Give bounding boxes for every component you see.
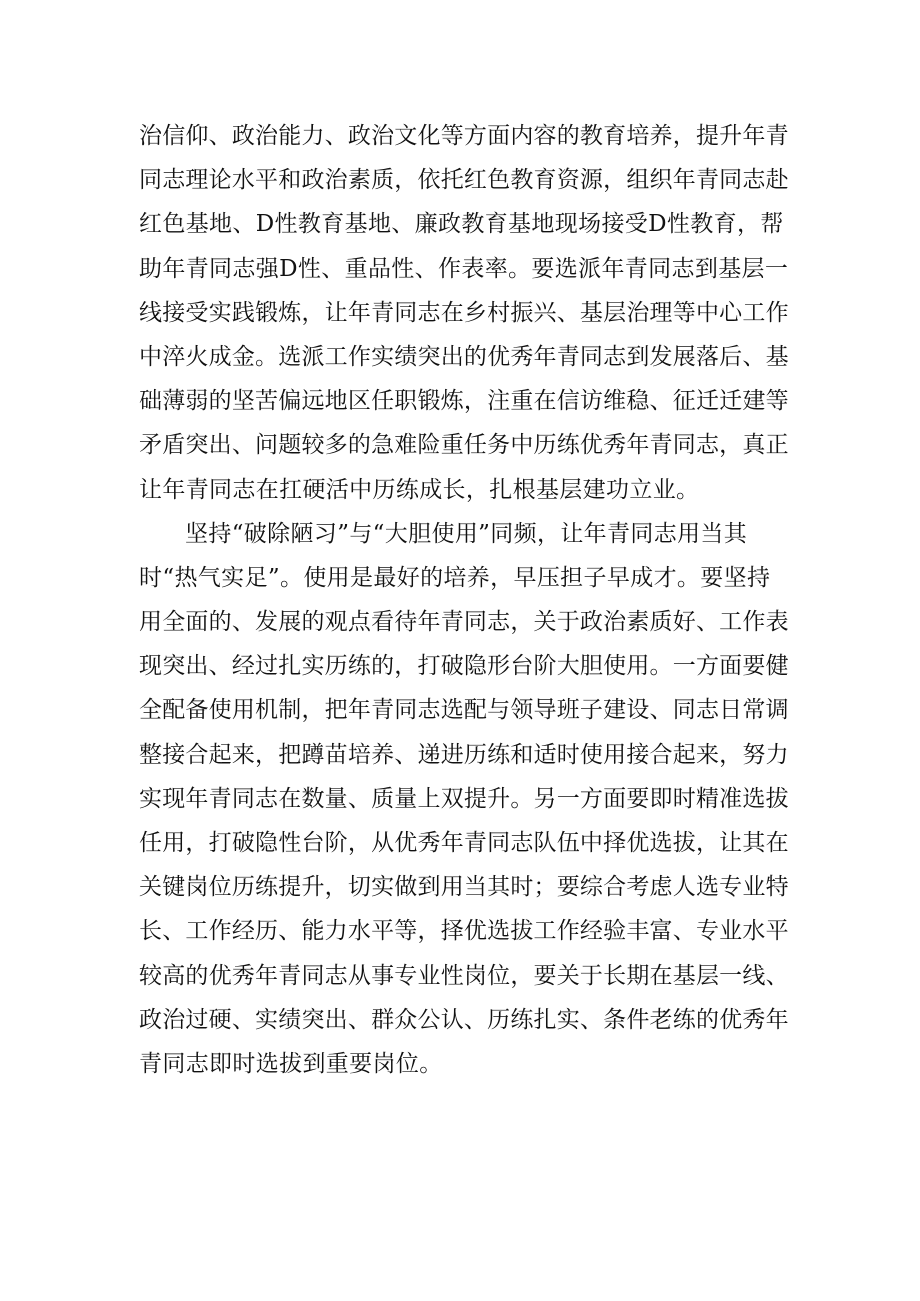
- text-line: 线接受实践锻炼，让年青同志在乡村振兴、基层治理等中心工作: [139, 299, 789, 326]
- text-line: 让年青同志在扛硬活中历练成长，扎根基层建功立业。: [139, 476, 700, 503]
- text-line: 整接合起来，把蹲苗培养、递进历练和适时使用接合起来，努力: [139, 741, 789, 768]
- text-line: 现突出、经过扎实历练的，打破隐形台阶大胆使用。一方面要健: [139, 653, 789, 680]
- text-line: 用全面的、发展的观点看待年青同志，关于政治素质好、工作表: [139, 609, 789, 636]
- text-line: 关键岗位历练提升，切实做到用当其时；要综合考虑人选专业特: [139, 874, 789, 901]
- document-page: [139, 114, 789, 1086]
- text-line: 长、工作经历、能力水平等，择优选拔工作经验丰富、专业水平: [139, 918, 789, 945]
- text-line: 政治过硬、实绩突出、群众公认、历练扎实、条件老练的优秀年: [139, 1006, 789, 1033]
- text-line: 红色基地、D性教育基地、廉政教育基地现场接受D性教育，帮: [139, 211, 784, 238]
- text-line: 中淬火成金。选派工作实绩突出的优秀年青同志到发展落后、基: [139, 343, 789, 370]
- text-line: 青同志即时选拔到重要岗位。: [139, 1050, 443, 1077]
- text-line: 助年青同志强D性、重品性、作表率。要选派年青同志到基层一: [139, 255, 789, 282]
- text-line: 较高的优秀年青同志从事专业性岗位，要关于长期在基层一线、: [139, 962, 789, 989]
- text-line: 坚持“破除陋习”与“大胆使用”同频，让年青同志用当其: [185, 520, 748, 547]
- text-line: 任用，打破隐性台阶，从优秀年青同志队伍中择优选拔，让其在: [139, 830, 789, 856]
- text-line: 实现年青同志在数量、质量上双提升。另一方面要即时精准选拔: [139, 785, 789, 812]
- paragraph-2: [139, 512, 789, 1086]
- text-line: 矛盾突出、问题较多的急难险重任务中历练优秀年青同志，真正: [139, 432, 789, 459]
- text-line: 时“热气实足”。使用是最好的培养，早压担子早成才。要坚持: [139, 564, 771, 591]
- text-line: 同志理论水平和政治素质，依托红色教育资源，组织年青同志赴: [139, 167, 789, 194]
- text-line: 础薄弱的坚苦偏远地区任职锻炼，注重在信访维稳、征迁迁建等: [139, 388, 789, 415]
- paragraph-1: [139, 114, 789, 512]
- text-line: 全配备使用机制，把年青同志选配与领导班子建设、同志日常调: [139, 697, 789, 724]
- text-line: 治信仰、政治能力、政治文化等方面内容的教育培养，提升年青: [139, 123, 789, 149]
